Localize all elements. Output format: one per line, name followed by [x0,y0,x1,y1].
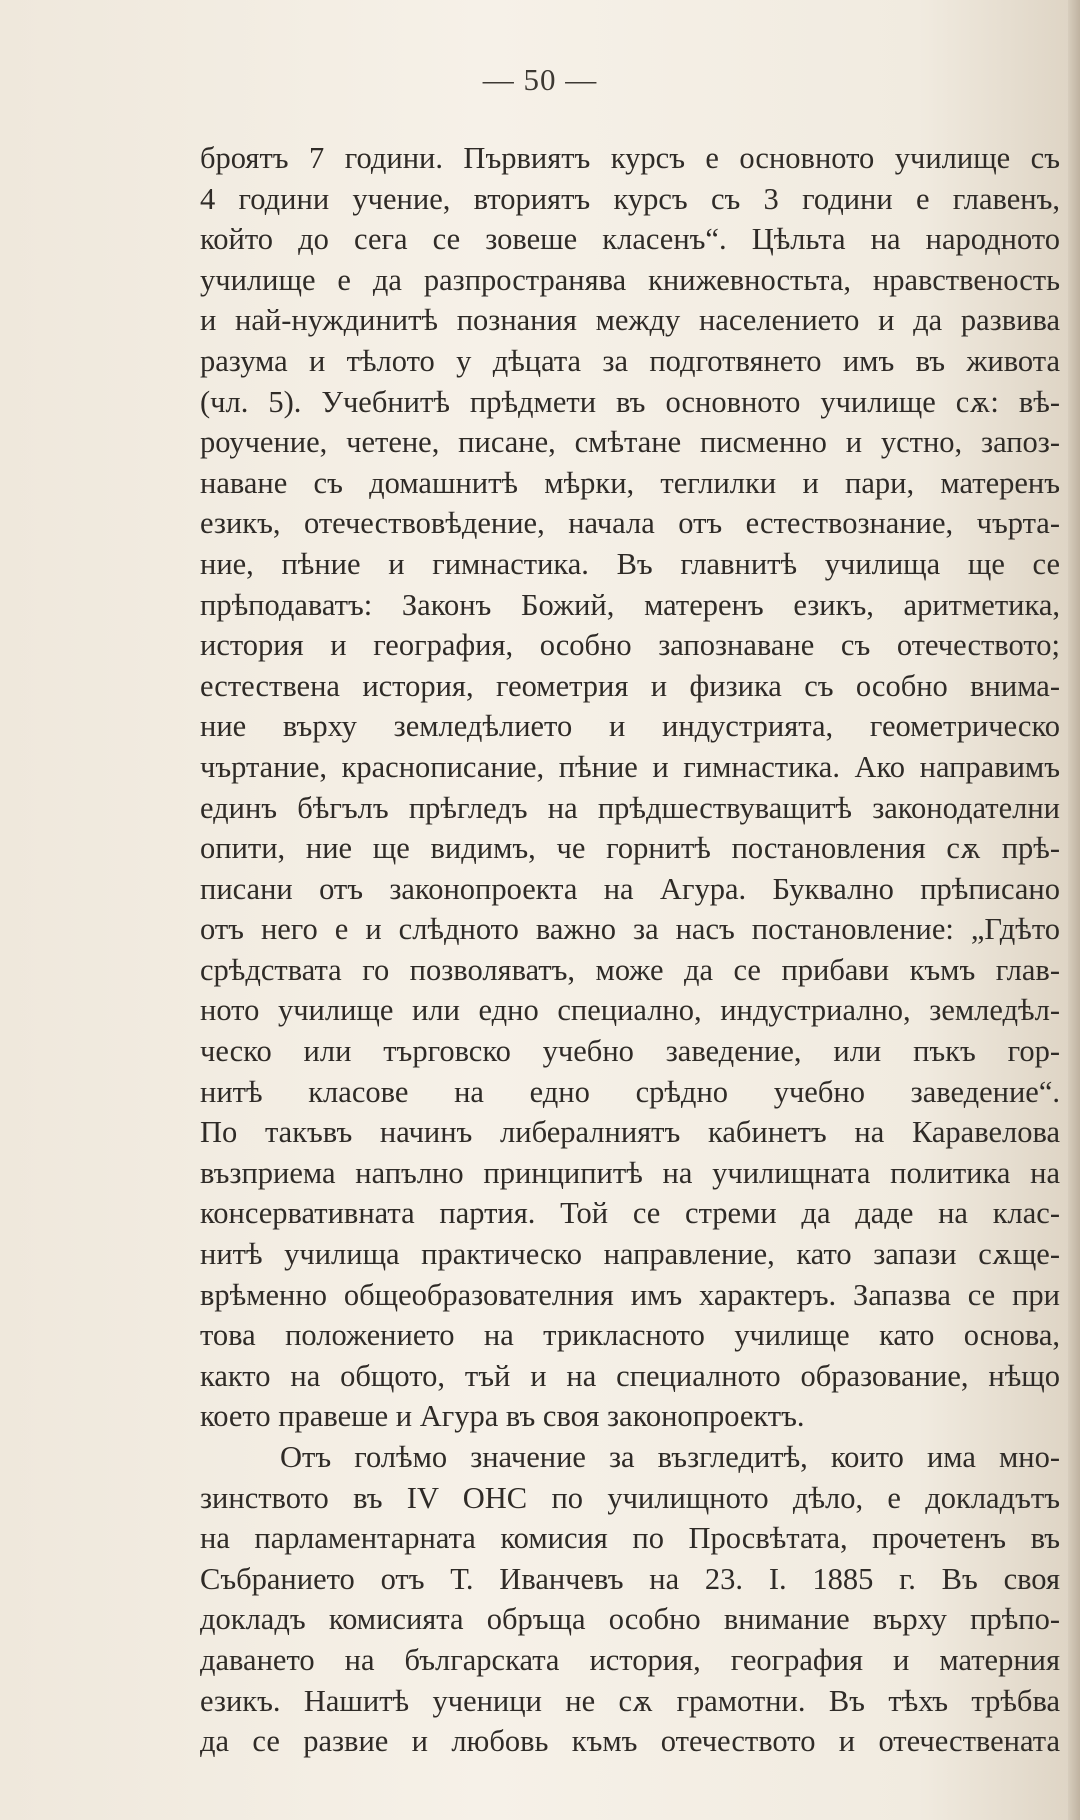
text-line: докладъ комисията обръща особно внимание върху прѣпо- [200,1602,1060,1637]
text-line: даването на българската история, география и матерния [200,1642,1060,1677]
text-line: Отъ голѣмо значение за възгледитѣ, които има мно- [280,1440,1060,1474]
text-line: 4 години учение, вториятъ курсъ съ 3 години е главенъ, [200,181,1060,216]
text-line: консервативната партия. Той се стреми да даде на клас- [200,1196,1060,1231]
text-line: роучение, четене, писане, смѣтане писменно и устно, запоз- [200,425,1060,460]
text-line: писани отъ законопроекта на Агура. Буквално прѣписано [200,871,1060,906]
text-line: (чл. 5). Учебнитѣ прѣдмети въ основното училище сѫ: вѣ- [200,384,1060,419]
text-line: история и география, особно запознаване съ отечеството; [200,628,1060,663]
text-line: езикъ. Нашитѣ ученици не сѫ грамотни. Въ тѣхъ трѣбва [200,1683,1060,1718]
text-line: на парламентарната комисия по Просвѣтата, прочетенъ въ [200,1521,1060,1556]
text-line: разума и тѣлото у дѣцата за подготвянето имъ въ живота [200,343,1060,378]
text-line: наване съ домашнитѣ мѣрки, теглилки и пари, матеренъ [200,465,1060,500]
body-text [200,138,1060,1762]
text-line: нитѣ класове на едно срѣдно учебно заведение“. [200,1074,1060,1109]
text-line: Събранието отъ Т. Иванчевъ на 23. I. 1885 г. Въ своя [200,1561,1060,1596]
text-line: броятъ 7 години. Първиятъ курсъ е основното училище съ [200,141,1060,175]
text-line: отъ него е и слѣдното важно за насъ постановление: „Гдѣто [200,912,1060,947]
text-line: възприема напълно принципитѣ на училищната политика на [200,1155,1060,1190]
text-line: ние, пѣние и гимнастика. Въ главнитѣ училища ще се [200,546,1060,581]
text-line: срѣдствата го позволяватъ, може да се прибави къмъ глав- [200,952,1060,987]
text-line: ното училище или едно специално, индустриално, земледѣл- [200,993,1060,1028]
text-line: езикъ, отечествовѣдение, начала отъ естествознание, чърта- [200,506,1060,541]
text-line: както на общото, тъй и на специалното образование, нѣщо [200,1358,1060,1393]
text-line: зинството въ IV ОНС по училищното дѣло, е докладътъ [200,1480,1060,1515]
text-line: прѣподаватъ: Законъ Божий, матеренъ езикъ, аритметика, [200,587,1060,622]
text-line: естествена история, геометрия и физика съ особно внима- [200,668,1060,703]
text-line: чъртание, краснописание, пѣние и гимнастика. Ако направимъ [200,749,1060,784]
text-line: единъ бѣгълъ прѣгледъ на прѣдшествуващитѣ законодателни [200,790,1060,825]
text-line: опити, ние ще видимъ, че горнитѣ постановления сѫ прѣ- [200,831,1060,866]
text-line: ческо или търговско учебно заведение, или пъкъ гор- [200,1034,1060,1069]
page-edge [1068,0,1080,1820]
text-line: ние върху земледѣлието и индустрията, геометрическо [200,709,1060,744]
text-line: да се развие и любовь къмъ отечеството и отечествената [200,1724,1060,1759]
text-line: По такъвъ начинъ либералниятъ кабинетъ на Каравелова [200,1115,1060,1150]
page-number: — 50 — [482,62,598,97]
text-line: училище е да разпространява книжевностьта, нравственость [200,262,1060,297]
text-line: който до сега се зовеше класенъ“. Цѣльта на народното [200,222,1060,257]
text-line: което правеше и Агура въ своя законопроектъ. [200,1399,805,1434]
text-line: врѣменно общеобразователния имъ характеръ. Запазва се при [200,1277,1060,1312]
text-line: и най-нуждинитѣ познания между населението и да развива [200,303,1060,338]
text-line: това положението на трикласното училище като основа, [200,1318,1060,1353]
text-line: нитѣ училища практическо направление, като запази сѫще- [200,1237,1060,1272]
